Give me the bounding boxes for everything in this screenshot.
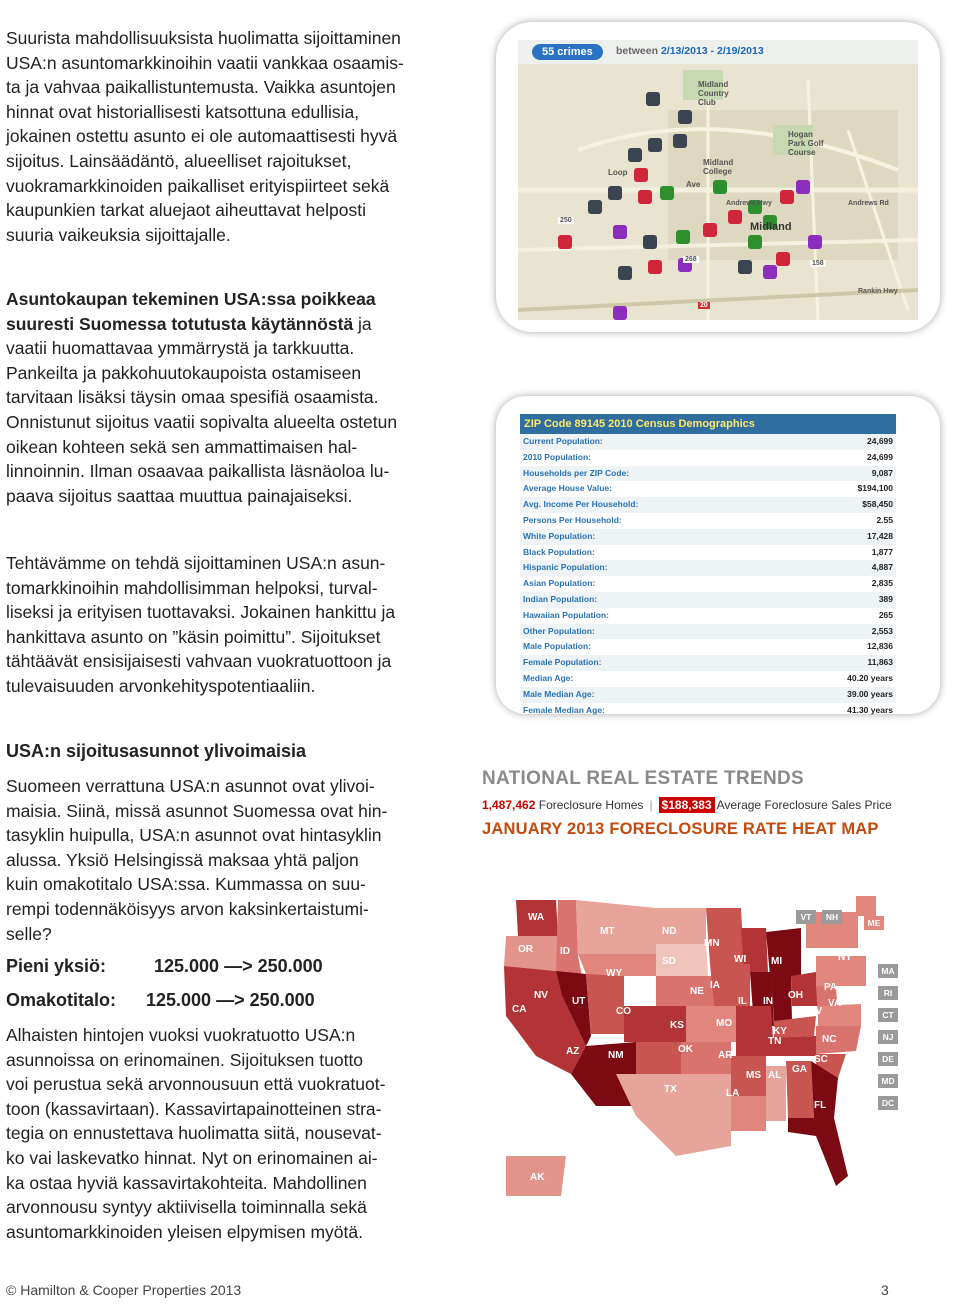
state-box-nj: NJ <box>878 1030 898 1044</box>
text-line: tegia on ennustettava huolimatta siitä, nousevat- <box>6 1123 382 1144</box>
heat-map-subtitle: JANUARY 2013 FORECLOSURE RATE HEAT MAP <box>482 820 879 838</box>
text-tail: ja <box>353 313 372 334</box>
map-label: Andrews Hwy <box>726 200 772 207</box>
heat-map-panel <box>466 756 940 1208</box>
svg-text:SC: SC <box>814 1054 828 1065</box>
svg-text:IN: IN <box>763 996 773 1007</box>
census-value: 389 <box>878 593 893 604</box>
census-label: Black Population: <box>523 546 595 557</box>
price-value: 125.000 —> 250.000 <box>146 990 315 1010</box>
census-row <box>520 687 896 703</box>
census-label: Median Age: <box>523 672 574 683</box>
text-line: Suurista mahdollisuuksista huolimatta sijoittaminen <box>6 28 401 48</box>
average-price-value: $188,383 <box>659 797 715 813</box>
text-line: vaatii huomattavaa ymmärrystä ja tarkkuutta. <box>6 338 355 359</box>
census-value: 40.20 years <box>847 672 893 683</box>
text-line: alussa. Yksiö Helsingissä maksaa yhtä paljon <box>6 849 359 870</box>
census-row <box>520 513 896 529</box>
census-row <box>520 703 896 719</box>
svg-text:TN: TN <box>768 1036 782 1047</box>
svg-text:MI: MI <box>771 956 783 967</box>
census-label: 2010 Population: <box>523 451 592 462</box>
census-value: 2,835 <box>871 578 893 589</box>
text-line: ko vai laskevatko hinnat. Nyt on erinomainen ai- <box>6 1147 378 1168</box>
census-label: Female Population: <box>523 657 602 668</box>
svg-text:ID: ID <box>560 946 570 957</box>
state-box-dc: DC <box>878 1096 898 1110</box>
heat-map-title: NATIONAL REAL ESTATE TRENDS <box>482 768 804 789</box>
svg-text:IA: IA <box>710 980 720 991</box>
map-label: Loop <box>608 168 628 177</box>
census-row <box>520 560 896 576</box>
census-label: Hawaiian Population: <box>523 609 609 620</box>
census-row <box>520 624 896 640</box>
svg-text:MS: MS <box>746 1070 761 1081</box>
text-line: tomarkkinoihin mahdollisimman helpoksi, turval- <box>6 577 378 598</box>
svg-text:NM: NM <box>608 1050 624 1061</box>
census-value: 24,699 <box>867 436 893 446</box>
page-number: 3 <box>881 1282 889 1298</box>
footer-copyright: © Hamilton & Cooper Properties 2013 <box>6 1282 242 1298</box>
map-label: Midland <box>750 221 792 233</box>
census-row <box>520 434 896 450</box>
map-label: 20 <box>700 302 708 309</box>
census-row <box>520 655 896 671</box>
map-label: Ave <box>686 180 701 189</box>
svg-text:AK: AK <box>530 1172 545 1183</box>
text-line-mixed <box>6 312 397 337</box>
text-line: Onnistunut sijoitus vaatii sopivalta alueelta ostetun <box>6 411 398 432</box>
text-line: Tehtävämme on tehdä sijoittaminen USA:n asun- <box>6 553 386 573</box>
text-line: tarvitaan lisäksi täysin omaa spesifiä osaamista. <box>6 387 379 408</box>
svg-text:NC: NC <box>822 1034 837 1045</box>
section2-paragraph <box>6 774 387 946</box>
svg-text:MN: MN <box>704 938 720 949</box>
svg-text:LA: LA <box>726 1088 740 1099</box>
text-line: hankittava asunto on ”käsin poimittu”. Sijoitukset <box>6 626 381 647</box>
svg-text:NV: NV <box>534 990 548 1001</box>
average-price-label: Average Foreclosure Sales Price <box>716 798 892 812</box>
text-line: linnoinnin. Ilman osaavaa paikallista läsnäoloa lu- <box>6 461 390 482</box>
census-row <box>520 671 896 687</box>
census-value: $194,100 <box>857 483 893 494</box>
section-heading: USA:n sijoitusasunnot ylivoimaisia <box>6 741 307 761</box>
census-label: Other Population: <box>523 625 595 636</box>
text-line: selle? <box>6 923 52 944</box>
svg-text:NY: NY <box>838 952 852 963</box>
price-studio <box>6 956 323 977</box>
text-line: suuria vaikeuksia sijoittajalle. <box>6 224 231 245</box>
svg-text:WV: WV <box>806 1006 823 1017</box>
map-label: Rankin Hwy <box>858 288 898 295</box>
foreclosure-homes-label: Foreclosure Homes <box>538 798 644 812</box>
text-line: kaupunkien tarkat aluejaot aiheuttavat helposti <box>6 200 366 221</box>
svg-text:TX: TX <box>664 1084 677 1095</box>
state-box-md: MD <box>878 1074 898 1088</box>
mission-paragraph <box>6 551 395 699</box>
svg-text:OH: OH <box>788 990 803 1001</box>
map-label: 250 <box>560 217 572 224</box>
census-label: White Population: <box>523 530 596 541</box>
text-line: tasyklin huipulla, USA:n asunnot ovat hintasyklin <box>6 825 382 846</box>
census-value: 2,553 <box>871 625 893 636</box>
svg-text:AL: AL <box>768 1070 782 1081</box>
census-label: Average House Value: <box>523 483 612 494</box>
svg-text:MT: MT <box>600 926 615 937</box>
price-value: 125.000 —> 250.000 <box>154 956 323 976</box>
between-label: between <box>616 45 659 57</box>
census-row <box>520 466 896 482</box>
svg-text:VA: VA <box>828 998 842 1009</box>
census-label: Persons Per Household: <box>523 514 622 525</box>
state-box-ri: RI <box>878 986 898 1000</box>
census-value: 9,087 <box>871 467 893 478</box>
text-line: asunnoissa on erinomainen. Sijoituksen tuotto <box>6 1049 364 1070</box>
svg-text:CA: CA <box>512 1004 527 1015</box>
census-value: 2.55 <box>876 514 893 525</box>
census-value: 1,877 <box>871 546 893 557</box>
census-value: 11,863 <box>867 657 893 668</box>
state-box-vt: VT <box>796 910 816 924</box>
text-line: arvonnousu syntyy aktiivisella toiminnalla sekä <box>6 1197 367 1218</box>
census-label: Hispanic Population: <box>523 562 608 573</box>
census-row <box>520 576 896 592</box>
map-label: Hogan Park Golf Course <box>788 130 824 157</box>
census-label: Asian Population: <box>523 578 596 589</box>
intro-paragraph <box>6 26 404 247</box>
text-line: toon (kassavirtaan). Kassavirtapainotteinen stra- <box>6 1098 382 1119</box>
text-line: sijoitus. Lainsäädäntö, alueelliset rajoitukset, <box>6 150 352 171</box>
svg-text:KY: KY <box>773 1026 787 1037</box>
map-label: 158 <box>812 260 824 267</box>
census-value: 17,428 <box>867 530 893 541</box>
svg-text:OR: OR <box>518 944 533 955</box>
crime-map <box>518 40 918 320</box>
census-frame <box>496 396 940 714</box>
text-line: ta ja vahvaa paikallistuntemusta. Vaikka asuntojen <box>6 77 396 98</box>
census-table <box>520 414 896 718</box>
census-label: Male Population: <box>523 641 591 652</box>
svg-text:KS: KS <box>670 1020 684 1031</box>
census-rows <box>520 434 896 718</box>
price-house <box>6 990 315 1011</box>
state-box-ma: MA <box>878 964 898 978</box>
census-label: Households per ZIP Code: <box>523 467 630 478</box>
text-line: tulevaisuuden arvonkehityspotentiaaliin. <box>6 675 316 696</box>
state-box-me: ME <box>864 916 884 930</box>
census-title: ZIP Code 89145 2010 Census Demographics <box>520 414 896 434</box>
census-value: 39.00 years <box>847 688 893 699</box>
map-label: Midland College <box>703 158 734 176</box>
svg-text:CO: CO <box>616 1006 631 1017</box>
census-value: $58,450 <box>862 499 893 510</box>
census-value: 12,836 <box>867 641 893 652</box>
svg-text:FL: FL <box>814 1100 827 1111</box>
text-line: voi perustua sekä arvonnousuun että vuokratuot- <box>6 1074 386 1095</box>
text-line-bold: Asuntokaupan tekeminen USA:ssa poikkeaa <box>6 289 376 309</box>
text-line: Alhaisten hintojen vuoksi vuokratuotto USA:n <box>6 1025 356 1045</box>
census-row <box>520 497 896 513</box>
map-label: 268 <box>685 256 697 263</box>
state-box-nh: NH <box>822 910 842 924</box>
census-row <box>520 450 896 466</box>
closing-paragraph <box>6 1023 385 1244</box>
census-label: Female Median Age: <box>523 704 605 715</box>
census-value: 4,887 <box>871 562 893 573</box>
text-line: jokainen ostettu asunto ei ole automaattisesti hyvä <box>6 126 398 147</box>
svg-text:NE: NE <box>690 986 704 997</box>
map-label: Midland Country Club <box>698 80 729 107</box>
svg-text:MO: MO <box>716 1018 733 1029</box>
purchase-paragraph <box>6 287 397 508</box>
crime-map-frame <box>496 22 940 332</box>
text-line: paava sijoitus saattaa muuttua painajaiseksi. <box>6 485 353 506</box>
crime-filter-bar <box>518 40 918 64</box>
text-line: Suomeen verrattuna USA:n asunnot ovat ylivoi- <box>6 776 375 796</box>
text-line: kuin omakotitalo USA:ssa. Kummassa on suu- <box>6 874 366 895</box>
text-line: maisia. Siinä, missä asunnot Suomessa ovat hin- <box>6 800 388 821</box>
svg-text:SD: SD <box>662 956 676 967</box>
svg-text:IL: IL <box>738 996 747 1007</box>
census-label: Indian Population: <box>523 593 598 604</box>
text-bold: suuresti Suomessa totutusta käytännöstä <box>6 313 354 334</box>
svg-text:OK: OK <box>678 1044 693 1055</box>
map-label: Andrews Rd <box>848 200 889 207</box>
svg-text:WI: WI <box>734 954 747 965</box>
text-line: asuntomarkkinoiden yleisen elpymisen myötä. <box>6 1221 363 1242</box>
crime-count-badge: 55 crimes <box>532 44 603 60</box>
svg-text:GA: GA <box>792 1064 807 1075</box>
census-row <box>520 481 896 497</box>
state-box-ct: CT <box>878 1008 898 1022</box>
price-label: Pieni yksiö: <box>6 956 107 976</box>
foreclosure-homes-value: 1,487,462 <box>482 798 536 812</box>
svg-text:AZ: AZ <box>566 1046 580 1057</box>
svg-text:PA: PA <box>824 982 838 993</box>
census-row <box>520 592 896 608</box>
census-row <box>520 608 896 624</box>
text-line: ka ostaa hyviä kassavirtakohteita. Mahdollinen <box>6 1172 367 1193</box>
census-label: Current Population: <box>523 436 603 446</box>
text-line: USA:n asuntomarkkinoihin vaatii vankkaa osaamis- <box>6 52 404 73</box>
census-value: 265 <box>878 609 893 620</box>
date-range: 2/13/2013 - 2/19/2013 <box>660 45 764 57</box>
text-line: liseksi ja erityisen tuottavaksi. Jokainen hankittu ja <box>6 602 396 623</box>
text-line: hinnat ovat historiallisesti katsottuna edullisia, <box>6 101 360 122</box>
census-row <box>520 545 896 561</box>
census-value: 41.30 years <box>847 704 893 715</box>
state-box-de: DE <box>878 1052 898 1066</box>
svg-text:ND: ND <box>662 926 677 937</box>
census-value: 24,699 <box>867 451 893 462</box>
svg-text:WY: WY <box>606 968 623 979</box>
us-heat-map <box>466 856 940 1208</box>
text-line: tähtäävät ensisijaisesti vahvaan vuokratuottoon ja <box>6 651 392 672</box>
census-row <box>520 639 896 655</box>
price-label: Omakotitalo: <box>6 990 117 1010</box>
census-label: Male Median Age: <box>523 688 595 699</box>
text-line: vuokramarkkinoiden paikalliset erityispiirteet sekä <box>6 175 390 196</box>
text-line: oikean kohteen sekä sen ammattimaisen hal- <box>6 436 358 457</box>
census-row <box>520 529 896 545</box>
text-line: rempi todennäköisyys arvon kaksinkertaistumi- <box>6 898 369 919</box>
census-label: Avg. Income Per Household: <box>523 499 639 510</box>
crime-date-range <box>616 45 764 57</box>
svg-text:AR: AR <box>718 1050 733 1061</box>
svg-text:UT: UT <box>572 996 586 1007</box>
svg-text:WA: WA <box>528 912 545 923</box>
heat-map-stats: 1,487,462 Foreclosure Homes | $188,383 Average Foreclosure Sales Price <box>482 798 892 812</box>
text-line: Pankeilta ja pakkohuutokaupoista ostamiseen <box>6 362 362 383</box>
